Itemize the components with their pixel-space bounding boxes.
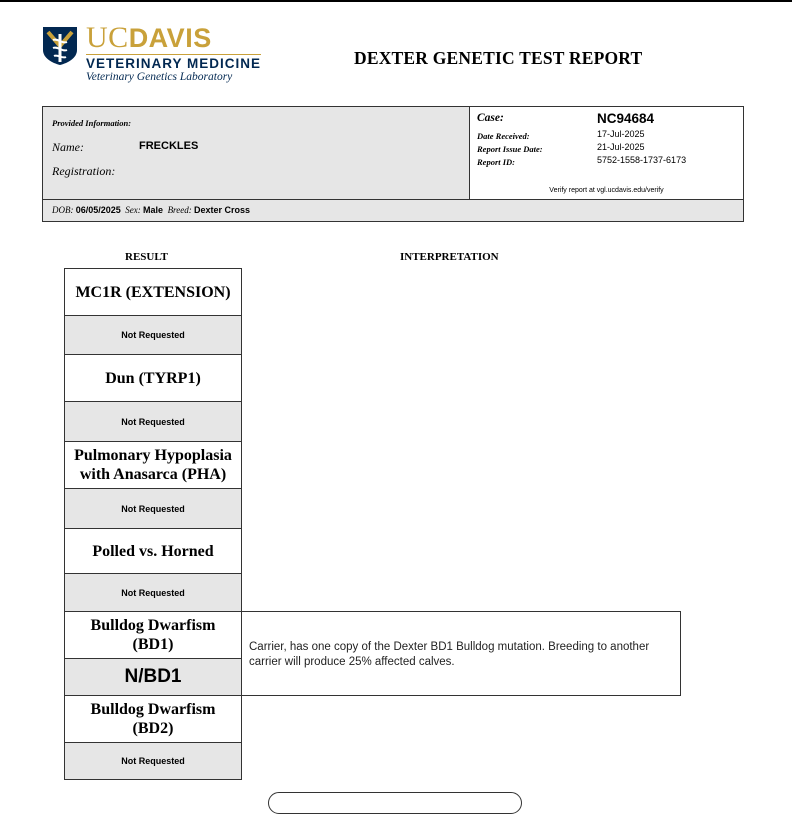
dob-label: DOB: [52,205,74,215]
result-polled: Not Requested [65,574,241,612]
logo-wordmark [86,22,212,54]
name-label: Name: [52,140,84,154]
breed-label: Breed: [167,205,192,215]
test-name-pha-line1: Pulmonary Hypoplasia [74,447,232,464]
result-bd1: N/BD1 [65,659,241,696]
date-received-value: 17-Jul-2025 [597,129,645,139]
report-title: DEXTER GENETIC TEST REPORT [354,48,643,68]
report-issue-value: 21-Jul-2025 [597,142,645,152]
test-name-bd2-line2: (BD2) [132,720,174,737]
shield-caduceus-icon [42,26,78,66]
ucdavis-logo [42,21,272,86]
interpretation-bd1-text: Carrier, has one copy of the Dexter BD1 Bulldog mutation. Breeding to another carrier will produce 25% affected calves. [249,641,650,668]
test-name-bd1 [65,612,241,659]
results-table [64,268,242,780]
report-issue-label: Report Issue Date: [477,144,543,154]
test-name-bd2 [65,696,241,743]
test-name-polled: Polled vs. Horned [65,529,241,574]
test-name-pha-line2: with Anasarca (PHA) [79,466,227,483]
report-id-value: 5752-1558-1737-6173 [597,155,687,165]
result-dun: Not Requested [65,402,241,442]
dob-value: 06/05/2025 [75,205,121,215]
interpretation-bd1 [241,611,681,696]
animal-details [52,205,250,215]
logo-uc: UC [86,21,129,54]
case-info-panel [470,107,743,199]
breed-value: Dexter Cross [193,205,250,215]
test-name-pha [65,442,241,489]
result-pha: Not Requested [65,489,241,529]
result-header: RESULT [125,251,169,263]
name-value: FRECKLES [139,140,199,152]
info-box [42,106,744,222]
registration-label: Registration: [52,164,116,178]
animal-details-bar [43,199,743,221]
test-name-bd1-line2: (BD1) [132,636,174,653]
case-label: Case: [477,112,504,124]
test-name-bd2-line1: Bulldog Dwarfism [90,701,216,718]
result-mc1r: Not Requested [65,316,241,355]
top-border-line [0,0,792,2]
test-name-mc1r: MC1R (EXTENSION) [65,269,241,316]
logo-vgl: Veterinary Genetics Laboratory [86,71,233,83]
sex-value: Male [143,205,164,215]
test-name-dun: Dun (TYRP1) [65,355,241,402]
case-value: NC94684 [597,111,655,126]
provided-info-label: Provided Information: [52,118,132,128]
interpretation-header: INTERPRETATION [400,251,499,263]
logo-davis: DAVIS [128,23,212,53]
date-received-label: Date Received: [477,131,530,141]
test-name-bd1-line1: Bulldog Dwarfism [90,617,216,634]
verify-note: Verify report at vgl.ucdavis.edu/verify [549,187,664,194]
logo-vetmed: VETERINARY MEDICINE [86,56,262,71]
provided-info-panel [43,107,470,199]
result-bd2: Not Requested [65,743,241,779]
bottom-oval-frame [268,792,522,814]
report-id-label: Report ID: [477,157,516,167]
sex-label: Sex: [125,205,141,215]
